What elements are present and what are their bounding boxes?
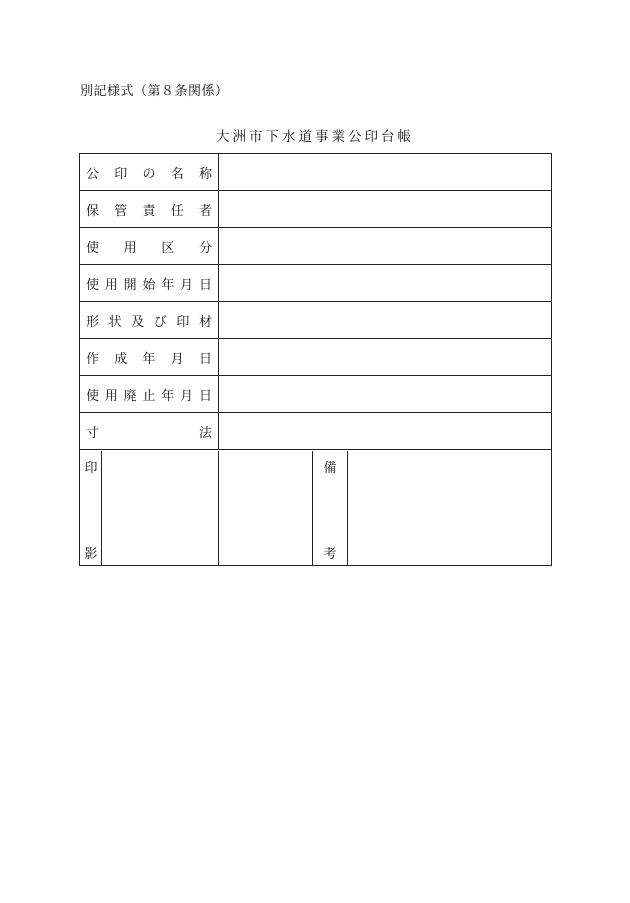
row-label-char: 用 [104, 388, 118, 404]
row-label-char: 状 [108, 314, 122, 330]
row-label-char: 者 [198, 203, 212, 219]
row-label-char: 管 [114, 203, 128, 219]
row-label-char: び [153, 314, 167, 330]
row-label-char: 保 [86, 203, 100, 219]
row-label-char: 使 [86, 277, 100, 293]
ledger-row [80, 413, 551, 450]
row-label-char: 日 [198, 351, 212, 367]
ledger-row [80, 376, 551, 413]
row-value-field[interactable] [219, 154, 551, 190]
row-label-char: 区 [161, 240, 175, 256]
row-label-char: 用 [104, 277, 118, 293]
ledger-row [80, 339, 551, 376]
row-label-char: 年 [161, 388, 175, 404]
impression-box-1[interactable] [102, 451, 219, 565]
row-label-char: 年 [161, 277, 175, 293]
row-value-field[interactable] [219, 413, 551, 449]
row-label [80, 413, 219, 449]
impression-box-2[interactable] [219, 451, 313, 565]
row-label-char: 及 [131, 314, 145, 330]
impression-label-bottom: 影 [84, 547, 98, 562]
row-label-char: 名 [170, 166, 184, 182]
row-value-field[interactable] [219, 265, 551, 301]
row-label-char: 年 [142, 351, 156, 367]
row-label-char: 印 [176, 314, 190, 330]
row-label-char: 成 [114, 351, 128, 367]
row-label-char: 開 [123, 277, 137, 293]
row-label-char: 分 [198, 240, 212, 256]
ledger-row [80, 302, 551, 339]
ledger-row [80, 154, 551, 191]
row-label-char: 月 [180, 388, 194, 404]
impression-section [80, 451, 551, 565]
row-label [80, 191, 219, 227]
row-label-char: 責 [142, 203, 156, 219]
row-label-char: 称 [198, 166, 212, 182]
row-value-field[interactable] [219, 191, 551, 227]
remarks-label-top: 備 [323, 461, 337, 476]
ledger-row [80, 228, 551, 265]
row-value-field[interactable] [219, 339, 551, 375]
row-label-char: 材 [198, 314, 212, 330]
row-label-char: 廃 [123, 388, 137, 404]
row-label-char: 始 [142, 277, 156, 293]
row-label [80, 228, 219, 264]
row-value-field[interactable] [219, 376, 551, 412]
remarks-label-column [313, 451, 348, 565]
row-label-char: 法 [198, 425, 212, 441]
row-value-field[interactable] [219, 228, 551, 264]
row-label-char: 月 [180, 277, 194, 293]
remarks-box[interactable] [348, 451, 551, 565]
row-label-char: 日 [198, 388, 212, 404]
seal-ledger-table [79, 153, 552, 566]
row-label [80, 265, 219, 301]
row-value-field[interactable] [219, 302, 551, 338]
row-label-char: 用 [123, 240, 137, 256]
row-label-char: 公 [86, 166, 100, 182]
row-label [80, 376, 219, 412]
row-label-char: 月 [170, 351, 184, 367]
row-label-char: 使 [86, 240, 100, 256]
form-label: 別記様式（第８条関係） [80, 84, 229, 99]
row-label-char: 寸 [86, 425, 100, 441]
row-label-char: 印 [114, 166, 128, 182]
impression-label-top: 印 [84, 461, 98, 476]
row-label [80, 154, 219, 190]
row-label [80, 302, 219, 338]
row-label-char: 形 [86, 314, 100, 330]
row-label-char: の [142, 166, 156, 182]
row-label-char: 作 [86, 351, 100, 367]
impression-label-column [80, 451, 102, 565]
row-label [80, 339, 219, 375]
row-label-char: 日 [198, 277, 212, 293]
row-label-char: 使 [86, 388, 100, 404]
row-label-char: 任 [170, 203, 184, 219]
ledger-row [80, 191, 551, 228]
page-title: 大洲市下水道事業公印台帳 [216, 129, 414, 145]
row-label-char: 止 [142, 388, 156, 404]
remarks-label-bottom: 考 [323, 547, 337, 562]
ledger-row [80, 265, 551, 302]
